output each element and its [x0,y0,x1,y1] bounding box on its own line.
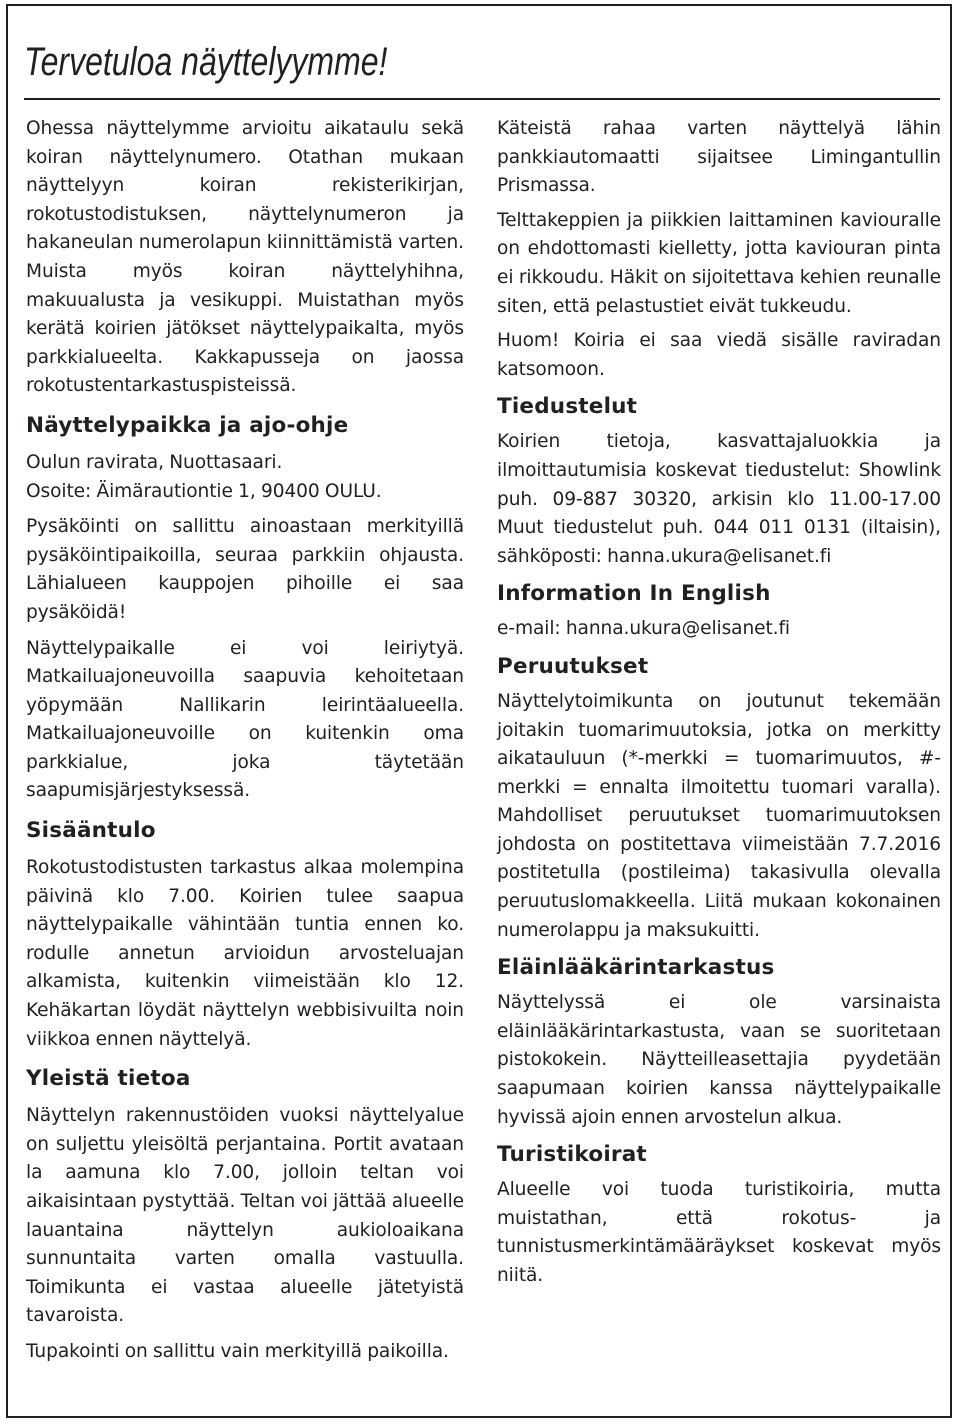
title-divider [24,98,940,100]
tourist-paragraph: Alueelle voi tuoda turistikoiria, mutta muistathan, että rokotus- ja tunnistusmerkintämääräykset koskevat myös niitä. [497,1179,941,1286]
vet-heading: Eläinlääkärintarkastus [497,955,775,981]
parking-paragraph: Pysäköinti on sallittu ainoastaan merkityillä pysäköintipaikoilla, seuraa parkkiin ohjausta. Lähialueen kauppojen pihoille ei saa pysäköidä! [26,516,464,623]
left-column [26,115,464,1374]
venue-heading: Näyttelypaikka ja ajo-ohje [26,412,349,438]
cancellations-paragraph: Näyttelytoimikunta on joutunut tekemään joitakin tuomarimuutoksia, jotka on merkitty aikatauluun (*-merkki = tuomarimuutos, #-merkki = ennalta ilmoitettu tuomari varalla). Mahdolliset peruutukset tuomarimuutoksen johdosta on postitettava viimeistään 7.7.2016 postitetulla (postileima) takasivulla olevalla peruutuslomakkeella. Liitä mukaan kokonainen numerolappu ja maksukuitti. [497,690,941,941]
note-paragraph: Huom! Koiria ei saa viedä sisälle raviradan katsomoon. [497,330,941,380]
right-column [497,115,941,1297]
tents-paragraph: Telttakeppien ja piikkien laittaminen kaviouralle on ehdottomasti kielletty, jotta kaviouran pinta ei rikkoudu. Häkit on sijoitettava kehien reunalle siten, että pelastustiet eivät tukkeudu. [497,209,941,317]
vet-paragraph: Näyttelyssä ei ole varsinaista eläinlääkärintarkastusta, vaan se suoritetaan pistokokein. Näytteilleasettajia pyydetään saapumaan koirien kanssa näyttelypaikalle hyvissä ajoin ennen arvostelun alkua. [497,992,941,1128]
page-title: Tervetuloa näyttelyymme! [24,40,388,84]
venue-place: Oulun ravirata, Nuottasaari. [26,451,283,473]
entry-heading: Sisääntulo [26,818,156,844]
cash-paragraph: Käteistä rahaa varten näyttelyä lähin pankkiautomaatti sijaitsee Limingantullin Prismassa. [497,118,941,197]
general-paragraph: Näyttelyn rakennustöiden vuoksi näyttelyalue on suljettu yleisöltä perjantaina. Portit avataan la aamuna klo 7.00, jolloin teltan voi aikaisintaan pystyttää. Teltan voi jättää alueelle lauantaina näyttelyn aukioloaikana sunnuntaita varten omalla vastuulla. Toimikunta ei vastaa alueelle jätetyistä tavaroista. [26,1105,464,1327]
cancellations-heading: Peruutukset [497,653,649,679]
smoking-paragraph: Tupakointi on sallittu vain merkityillä paikoilla. [26,1340,449,1362]
inquiries-paragraph: Koirien tietoja, kasvattajaluokkia ja ilmoittautumisia koskevat tiedustelut: Showlink puh. 09-887 30320, arkisin klo 11.00-17.00 Muut tiedustelut puh. 044 011 0131 (iltaisin), sähköposti: hanna.ukura@elisanet.fi [497,431,941,567]
intro-paragraph: Ohessa näyttelymme arvioitu aikataulu sekä koiran näyttelynumero. Otathan mukaan näyttelyyn koiran rekisterikirjan, rokotustodistuksen, näyttelynumeron ja hakaneulan numerolapun kiinnittämistä varten. Muista myös koiran näyttelyhihna, makuualusta ja vesikuppi. Muistathan myös kerätä koirien jätökset näyttelypaikalta, myös parkkialueelta. Kakkapusseja on jaossa rokotustentarkastuspisteissä. [26,118,464,397]
general-heading: Yleistä tietoa [26,1066,191,1092]
inquiries-heading: Tiedustelut [497,394,638,420]
camping-paragraph: Näyttelypaikalle ei voi leiriytyä. Matkailuajoneuvoilla saapuvia kehoitetaan yöpymään Nallikarin leirintäalueella. Matkailuajoneuvoille on kuitenkin oma parkkialue, joka täytetään saapumisjärjestyksessä. [26,637,464,802]
entry-paragraph: Rokotustodistusten tarkastus alkaa molempina päivinä klo 7.00. Koirien tulee saapua näyttelypaikalle vähintään tuntia ennen ko. rodulle annetun arvioidun arvosteluajan alkamista, kuitenkin viimeistään klo 12. Kehäkartan löydät näyttelyn webbisivuilta noin viikkoa ennen näyttelyä. [26,857,464,1050]
english-email: e-mail: hanna.ukura@elisanet.fi [497,618,791,640]
tourist-heading: Turistikoirat [497,1142,647,1168]
venue-address: Osoite: Äimärautiontie 1, 90400 OULU. [26,480,382,502]
english-heading: Information In English [497,581,771,607]
